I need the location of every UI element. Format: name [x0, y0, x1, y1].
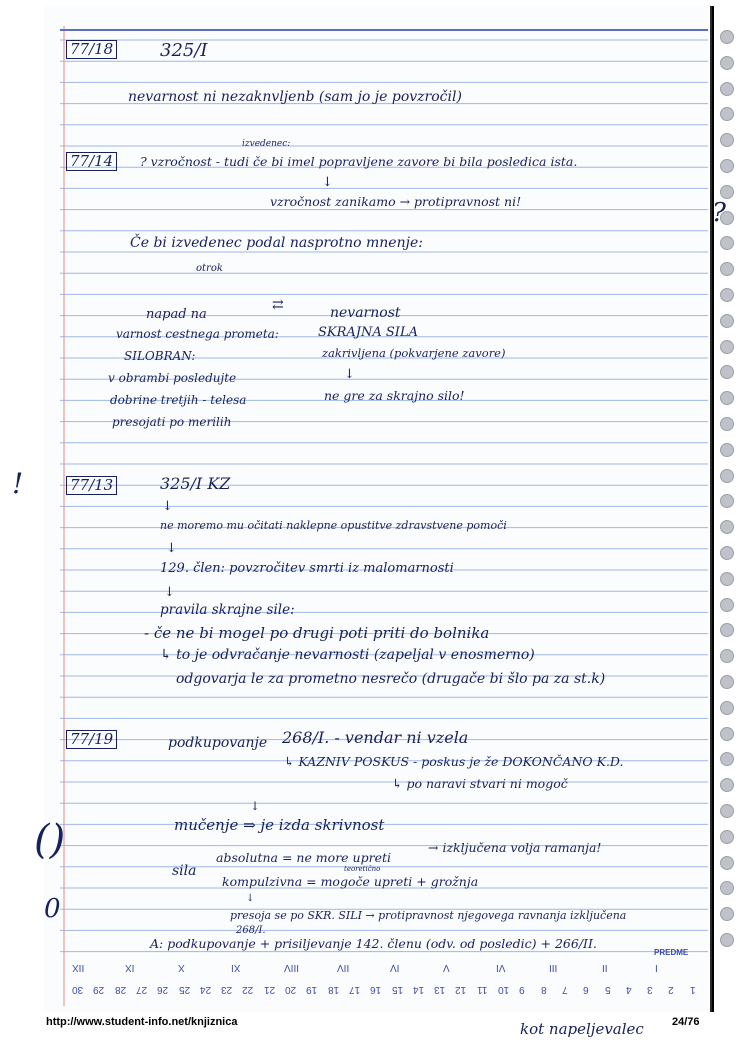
- scale-number: 1: [689, 984, 696, 995]
- scale-roman: VII: [337, 962, 350, 973]
- exchange-arrows: ⇄: [272, 297, 284, 313]
- scale-number: 4: [625, 984, 632, 995]
- note-small: teoretično: [344, 865, 381, 873]
- case-law-325-kz: 325/I KZ: [160, 474, 231, 493]
- spiral-hole: [720, 701, 734, 715]
- scale-number: 18: [327, 984, 339, 995]
- note-line: odgovarja le za prometno nesrečo (drugače bi šlo pa za st.k): [176, 671, 606, 687]
- note-line: → izključena volja ramanja!: [428, 840, 602, 855]
- spiral-hole: [720, 727, 734, 741]
- spiral-hole: [720, 623, 734, 637]
- note-small: 268/I.: [236, 925, 266, 936]
- spiral-hole: [720, 649, 734, 663]
- spiral-hole: [720, 365, 734, 379]
- scale-roman: VI: [390, 962, 400, 973]
- note-line: ↳ to je odvračanje nevarnosti (zapeljal v enosmerno): [160, 647, 535, 663]
- spiral-hole: [720, 391, 734, 405]
- spiral-hole: [720, 830, 734, 844]
- scale-number: 17: [348, 984, 361, 995]
- spiral-hole: [720, 881, 734, 895]
- note-line: sila: [172, 863, 197, 879]
- margin-question: ?: [712, 198, 726, 228]
- note-line: SILOBRAN:: [124, 349, 196, 363]
- note-line: - če ne bi mogel po drugi poti priti do bolnika: [144, 624, 490, 642]
- scale-number: 24: [199, 984, 211, 995]
- scale-number: 21: [263, 984, 275, 995]
- note-small: otrok: [196, 263, 223, 274]
- spiral-holes: [714, 30, 738, 960]
- note-line: ↳ po naravi stvari ni mogoč: [392, 776, 568, 791]
- margin-bracket: (): [34, 817, 66, 863]
- scale-roman: II: [602, 962, 608, 973]
- note-line: podkupovanje: [168, 735, 268, 751]
- scale-roman: VIII: [284, 962, 300, 973]
- scale-number: 20: [285, 984, 297, 995]
- spiral-hole: [720, 262, 734, 276]
- spiral-hole: [720, 572, 734, 586]
- scale-number: 8: [540, 984, 547, 995]
- scale-number: 14: [412, 984, 424, 995]
- note-line: 129. člen: povzročitev smrti iz malomarnosti: [160, 561, 454, 576]
- arrow-down: ↓: [166, 541, 177, 556]
- scale-number: 9: [519, 984, 525, 995]
- case-ref-77-18: 77/18: [66, 40, 117, 59]
- spiral-hole: [720, 185, 734, 199]
- ruler-scale: [64, 960, 704, 1010]
- scale-number: 23: [221, 984, 233, 995]
- scale-number: 30: [72, 984, 84, 995]
- spiral-hole: [720, 340, 734, 354]
- note-line: vzročnost zanikamo → protipravnost ni!: [270, 194, 522, 209]
- margin-zero: 0: [44, 894, 61, 924]
- scale-number: 12: [455, 984, 467, 995]
- scale-number: 2: [668, 984, 674, 995]
- spiral-hole: [720, 443, 734, 457]
- note-line: nevarnost ni nezaknvljenb (sam jo je povzročil): [128, 89, 462, 105]
- note-line: kot napeljevalec: [520, 1020, 644, 1038]
- note-line: ↳ KAZNIV POSKUS - poskus je že DOKONČANO K.D.: [284, 754, 624, 769]
- case-ref-77-19: 77/19: [66, 730, 117, 749]
- note-line: presoja se po SKR. SILI → protipravnost njegovega ravnanja izključena: [230, 909, 627, 922]
- spiral-hole: [720, 598, 734, 612]
- scale-number: 22: [242, 984, 254, 995]
- spiral-hole: [720, 546, 734, 560]
- scale-number: 11: [476, 984, 488, 995]
- note-line: dobrine tretjih - telesa: [110, 393, 247, 407]
- spiral-hole: [720, 417, 734, 431]
- scale-number: 15: [391, 984, 403, 995]
- note-line: SKRAJNA SILA: [318, 325, 418, 340]
- note-line: nevarnost: [330, 305, 401, 321]
- note-line: mučenje ⇒ je izda skrivnost: [174, 816, 385, 834]
- arrow-down: ↓: [344, 367, 355, 382]
- note-small: izvedenec:: [242, 139, 291, 149]
- spiral-hole: [720, 107, 734, 121]
- case-law-325: 325/I: [160, 40, 208, 61]
- spiral-hole: [720, 856, 734, 870]
- spiral-hole: [720, 520, 734, 534]
- note-line: varnost cestnega prometa:: [116, 327, 279, 341]
- scale-roman: XII: [72, 962, 85, 973]
- note-line: 268/I. - vendar ni vzela: [282, 728, 469, 747]
- scale-number: 13: [434, 984, 446, 995]
- spiral-hole: [720, 314, 734, 328]
- spiral-hole: [720, 236, 734, 250]
- margin-exclamation: !: [12, 467, 24, 500]
- scale-number: 29: [93, 984, 105, 995]
- spiral-hole: [720, 82, 734, 96]
- scale-number: 19: [306, 984, 318, 995]
- spiral-hole: [720, 752, 734, 766]
- scale-number: 26: [157, 984, 169, 995]
- note-line: ne gre za skrajno silo!: [324, 388, 465, 403]
- spiral-hole: [720, 56, 734, 70]
- scale-number: 27: [135, 984, 148, 995]
- note-line: presojati po merilih: [112, 415, 232, 429]
- scale-roman: III: [549, 962, 558, 973]
- scale-roman: I: [655, 962, 658, 973]
- summary-line: A: podkupovanje + prisiljevanje 142. členu (odv. od posledic) + 266/II.: [150, 936, 597, 951]
- scale-number: 10: [498, 984, 510, 995]
- note-line: ? vzročnost - tudi če bi imel popravljene zavore bi bila posledica ista.: [140, 154, 578, 169]
- spiral-hole: [720, 778, 734, 792]
- scale-number: 7: [561, 984, 568, 995]
- case-ref-77-13: 77/13: [66, 476, 117, 495]
- note-line: ne moremo mu očitati naklepne opustitve zdravstvene pomoči: [160, 519, 507, 532]
- spiral-hole: [720, 804, 734, 818]
- scale-number: 16: [370, 984, 382, 995]
- note-line: kompulzivna = mogoče upreti + grožnja: [222, 874, 479, 889]
- note-line: v obrambi posledujte: [108, 371, 237, 385]
- scale-number: 6: [583, 984, 589, 995]
- scale-roman: XI: [125, 962, 135, 973]
- scale-roman: X: [178, 962, 185, 973]
- spiral-hole: [720, 933, 734, 947]
- arrow-down: ↓: [162, 499, 173, 514]
- footer-url: http://www.student-info.net/knjiznica: [46, 1016, 238, 1028]
- spiral-hole: [720, 159, 734, 173]
- note-line: zakrivljena (pokvarjene zavore): [322, 346, 506, 360]
- scale-roman: IV: [496, 962, 506, 973]
- arrow-down: ↓: [246, 893, 255, 904]
- scale-number: 5: [604, 984, 611, 995]
- scale-roman: V: [443, 962, 450, 973]
- arrow-down: ↓: [164, 585, 175, 600]
- note-line: absolutna = ne more upreti: [216, 850, 391, 865]
- arrow-down: ↓: [250, 799, 261, 813]
- note-line: napad na: [146, 307, 207, 322]
- case-ref-77-14: 77/14: [66, 152, 117, 171]
- spiral-hole: [720, 30, 734, 44]
- scale-number: 28: [114, 984, 126, 995]
- spiral-hole: [720, 469, 734, 483]
- brand-label: PREDME: [654, 948, 689, 957]
- footer-page: 24/76: [672, 1016, 700, 1028]
- scale-number: 25: [178, 984, 190, 995]
- spiral-hole: [720, 675, 734, 689]
- spiral-hole: [720, 907, 734, 921]
- spiral-hole: [720, 133, 734, 147]
- spiral-hole: [720, 494, 734, 508]
- arrow-down: ↓: [322, 175, 333, 190]
- note-line: Če bi izvedenec podal nasprotno mnenje:: [130, 235, 423, 251]
- scale-number: 3: [647, 984, 653, 995]
- spiral-hole: [720, 288, 734, 302]
- note-line: pravila skrajne sile:: [160, 602, 295, 618]
- scale-roman: IX: [231, 962, 241, 973]
